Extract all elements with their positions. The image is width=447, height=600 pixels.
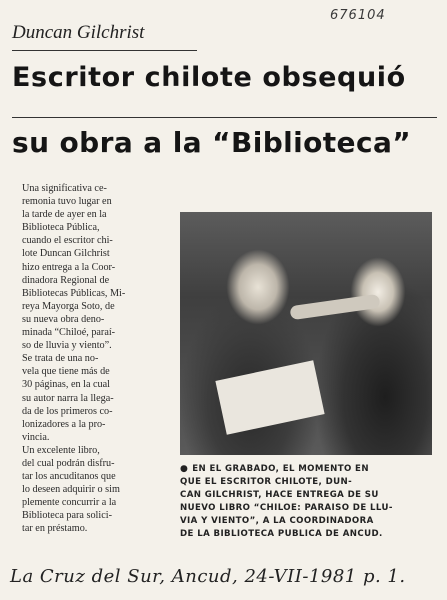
text-line: la tarde de ayer en la (22, 209, 107, 221)
text-line: dinadora Regional de (22, 274, 110, 286)
text-line: lo deseen adquirir o sim (22, 484, 120, 496)
headline-rule (12, 117, 437, 118)
text-line: remonia tuvo lugar en (22, 196, 112, 208)
text-line: Biblioteca para solici- (22, 510, 112, 522)
caption-text: EN EL GRABADO, EL MOMENTO EN (192, 464, 369, 474)
text-line: lonizadores a la pro- (22, 418, 106, 430)
caption-line: DE LA BIBLIOTECA PUBLICA DE ANCUD. (180, 529, 383, 539)
text-line: 30 páginas, en la cual (22, 379, 110, 391)
text-line: cuando el escritor chi- (22, 235, 113, 247)
text-line: reya Mayorga Soto, de (22, 300, 115, 312)
byline: Duncan Gilchrist (12, 22, 145, 43)
article-body (12, 182, 170, 536)
headline-line-1: Escritor chilote obsequió (12, 62, 406, 93)
caption-line: NUEVO LIBRO “CHILOE: PARAISO DE LLU- (180, 503, 393, 513)
headline-line-2: su obra a la “Biblioteca” (12, 126, 412, 159)
text-line: su autor narra la llega- (22, 392, 114, 404)
text-line: vincia. (22, 431, 50, 443)
text-line: so de lluvia y viento”. (22, 340, 112, 352)
article-paragraph-1 (12, 182, 170, 352)
caption-line: VIA Y VIENTO”, A LA COORDINADORA (180, 516, 374, 526)
photo-caption (180, 463, 434, 541)
photo-figure-arm (289, 294, 380, 320)
article-photo (180, 212, 432, 455)
photo-book (215, 360, 324, 435)
article-paragraph-3 (12, 444, 170, 536)
caption-line: QUE EL ESCRITOR CHILOTE, DUN- (180, 477, 353, 487)
text-line: lote Duncan Gilchrist (22, 248, 110, 260)
text-line: del cual podrán disfru- (22, 457, 115, 469)
text-line: Un excelente libro, (22, 444, 100, 456)
text-line: tar los ancuditanos que (22, 471, 116, 483)
caption-line (180, 463, 434, 476)
handwritten-reference-number: 676104 (330, 8, 386, 23)
text-line: su nueva obra deno- (22, 313, 105, 325)
text-line: Se trata de una no- (22, 353, 99, 365)
text-line: Biblioteca Pública, (22, 222, 100, 234)
article-paragraph-2 (12, 352, 170, 444)
caption-line: CAN GILCHRIST, HACE ENTREGA DE SU (180, 490, 379, 500)
text-line: hizo entrega a la Coor- (22, 261, 116, 273)
handwritten-source-note: La Cruz del Sur, Ancud, 24-VII-1981 p. 1. (10, 566, 406, 587)
text-line: vela que tiene más de (22, 366, 110, 378)
text-line: da de los primeros co- (22, 405, 113, 417)
text-line: Bibliotecas Públicas, Mi- (22, 287, 126, 299)
bullet-icon: ● (180, 464, 189, 474)
text-line: minada “Chiloé, paraí- (22, 327, 116, 339)
text-line: Una significativa ce- (22, 183, 107, 194)
text-line: tar en préstamo. (22, 523, 88, 535)
text-line: plemente concurrir a la (22, 497, 117, 509)
byline-rule (12, 50, 197, 51)
